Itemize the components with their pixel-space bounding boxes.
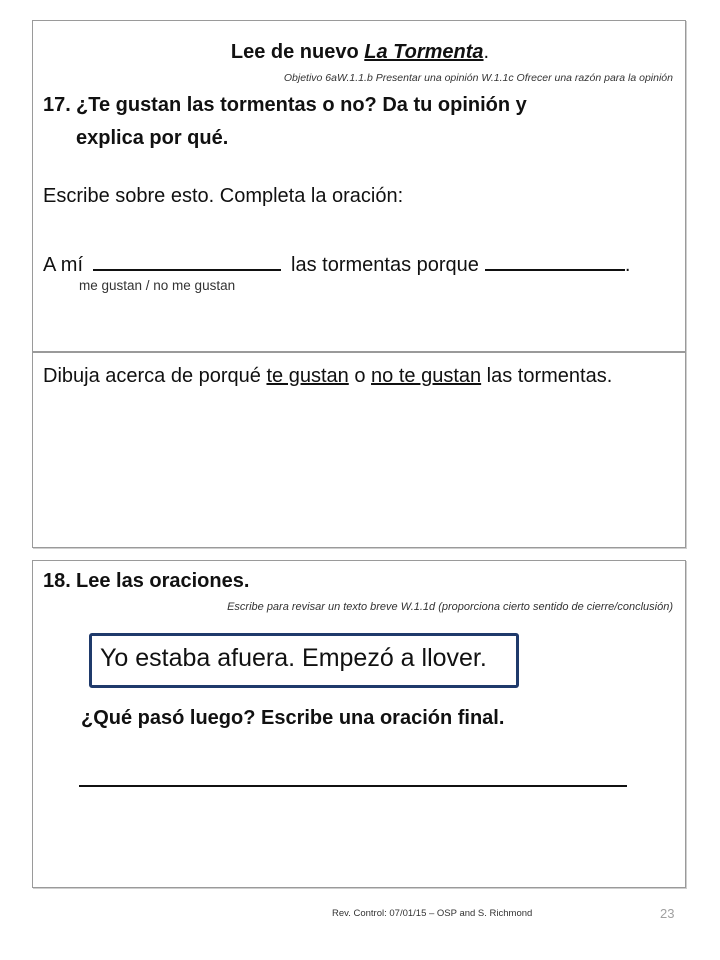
- drawing-instruction: [43, 362, 663, 391]
- instruction-text: Escribe sobre esto. Completa la oración:: [43, 185, 404, 207]
- section-title: [33, 41, 687, 64]
- story-title: La Tormenta: [364, 41, 484, 63]
- sentence-frame: [43, 251, 630, 277]
- question-number: 18.: [43, 570, 71, 592]
- framed-sentences-text: Yo estaba afuera. Empezó a llover.: [100, 644, 487, 672]
- question-heading: Lee las oraciones.: [76, 570, 250, 592]
- title-prefix: Lee de nuevo: [230, 41, 365, 63]
- question-prompt: ¿Qué pasó luego? Escribe una oración final.: [81, 707, 505, 729]
- page-number: 23: [660, 906, 675, 921]
- sentence-start: A mí: [43, 254, 84, 276]
- question-line-2: explica por qué.: [76, 127, 229, 149]
- opinion-blank[interactable]: [93, 251, 281, 271]
- blank-hint: me gustan / no me gustan: [79, 278, 236, 293]
- title-suffix: .: [483, 41, 490, 63]
- question-number: 17.: [43, 94, 71, 116]
- draw-text-before: Dibuja acerca de porqué: [43, 365, 267, 387]
- objective-text: Objetivo 6aW.1.1.b Presentar una opinión W.1.1c Ofrecer una razón para la opinión: [283, 72, 673, 84]
- sentence-end: .: [624, 254, 631, 276]
- sentence-middle: las tormentas porque: [291, 254, 479, 276]
- option-like: te gustan: [266, 365, 349, 387]
- option-dislike: no te gustan: [371, 365, 482, 387]
- framed-sentences: [89, 633, 519, 688]
- draw-text-after: las tormentas.: [481, 365, 613, 387]
- draw-text-mid: o: [348, 365, 372, 387]
- revision-footer: Rev. Control: 07/01/15 – OSP and S. Richmond: [332, 908, 533, 919]
- opinion-question-panel: [32, 20, 686, 352]
- question-line-1: ¿Te gustan las tormentas o no? Da tu opinión y: [76, 94, 527, 116]
- objective-text: Escribe para revisar un texto breve W.1.1d (proporciona cierto sentido de cierre/conclusión): [227, 601, 673, 613]
- ending-question-panel: [32, 560, 686, 888]
- answer-line[interactable]: [79, 785, 627, 787]
- reason-blank[interactable]: [485, 251, 625, 271]
- drawing-panel[interactable]: [32, 352, 686, 548]
